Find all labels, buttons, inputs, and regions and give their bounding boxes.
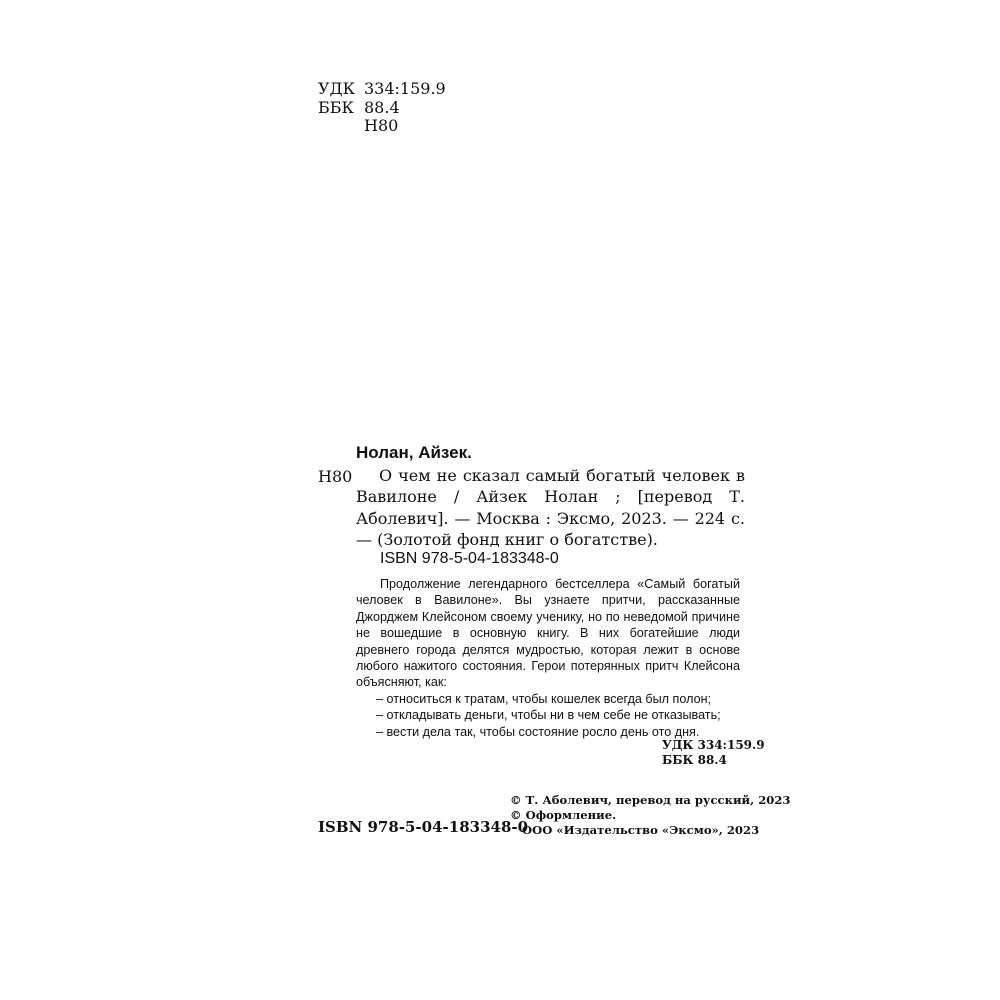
card-cutter-number: Н80: [318, 467, 353, 486]
annotation-list: [356, 691, 740, 740]
copyright-publisher: ООО «Издательство «Эксмо», 2023: [522, 823, 760, 837]
copyright-block: [510, 793, 791, 838]
annotation: [356, 576, 740, 740]
card-isbn: ISBN 978-5-04-183348-0: [380, 550, 559, 567]
udk-small: УДК 334:159.9: [662, 738, 765, 752]
author-heading: Нолан, Айзек.: [356, 443, 472, 462]
annotation-text: Продолжение легендарного бестселлера «Самый богатый человек в Вавилоне». Вы узнаете притчи, рассказанные Джорджем Клейсоном своему ученику, но по неведомой причине не вошедшие в основную книгу. В них богатейшие люди древнего города делятся мудростью, которая лежит в основе любого нажитого состояния. Герои потерянных притч Клейсона объясняют, как:: [356, 577, 740, 690]
bbk-small: ББК 88.4: [662, 753, 727, 767]
bibliographic-description: О чем не сказал самый богатый человек в Вавилоне / Айзек Нолан ; [перевод Т. Аболевич]. — Москва : Эксмо, 2023. — 224 с. — (Золотой фонд книг о богатстве).: [356, 466, 745, 549]
bbk-row: [318, 99, 446, 118]
annotation-list-item: – вести дела так, чтобы состояние росло день ото дня.: [376, 724, 700, 739]
classification-block: [318, 80, 446, 136]
cutter-number: Н80: [364, 116, 399, 135]
bbk-value: 88.4: [364, 97, 400, 117]
cutter-row: [318, 117, 446, 136]
annotation-list-item: – относиться к тратам, чтобы кошелек всегда был полон;: [376, 691, 712, 706]
annotation-list-item: – откладывать деньги, чтобы ни в чем себе не отказывать;: [376, 708, 721, 723]
copyright-design: © Оформление.: [510, 808, 617, 822]
udk-value: 334:159.9: [364, 79, 446, 98]
udk-label: УДК: [318, 79, 355, 98]
footer-isbn: ISBN 978-5-04-183348-0: [318, 818, 529, 836]
classification-small: [662, 738, 765, 768]
copyright-translation: © Т. Аболевич, перевод на русский, 2023: [510, 793, 791, 807]
bbk-label: ББК: [318, 97, 354, 117]
udk-row: [318, 80, 446, 99]
